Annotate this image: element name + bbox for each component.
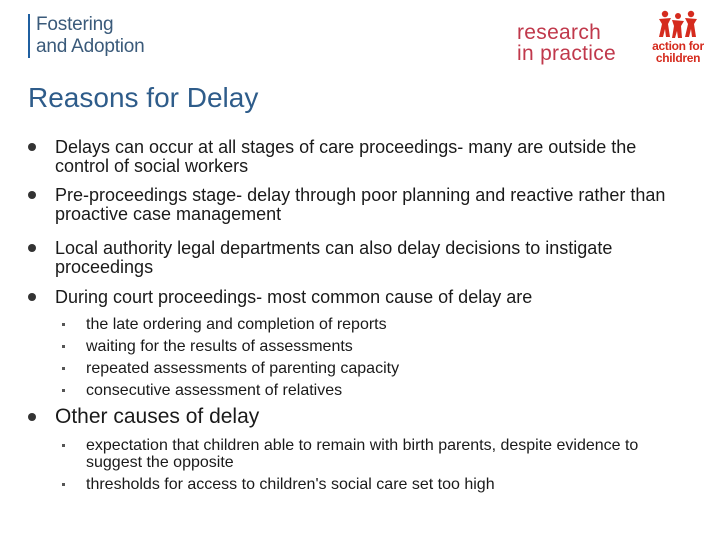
sub-bullet-text: thresholds for access to children's social care set too high xyxy=(86,476,495,493)
bullet-dot-icon xyxy=(28,244,36,252)
sub-bullet-dot-icon xyxy=(62,483,65,486)
bullet-item xyxy=(28,288,688,307)
rip-logo-line1: research xyxy=(517,21,602,44)
sub-bullet-dot-icon xyxy=(62,367,65,370)
rip-logo-line2: in practice xyxy=(517,42,617,65)
fostering-logo-line1: Fostering xyxy=(36,14,114,35)
bullet-item xyxy=(28,406,688,428)
bullet-dot-icon xyxy=(28,413,36,421)
bullet-dot-icon xyxy=(28,293,36,301)
bullet-dot-icon xyxy=(28,143,36,151)
afc-logo-line1: action for xyxy=(652,39,704,53)
sub-bullet-dot-icon xyxy=(62,389,65,392)
bullet-item xyxy=(28,138,688,176)
bullet-list xyxy=(28,138,688,493)
bullet-item xyxy=(28,239,688,277)
sub-bullet-dot-icon xyxy=(62,323,65,326)
research-in-practice-logo xyxy=(517,22,616,64)
sub-bullet-item xyxy=(28,382,688,399)
fostering-logo-line2: and Adoption xyxy=(36,36,145,57)
sub-bullet-item xyxy=(28,360,688,377)
sub-bullet-text: waiting for the results of assessments xyxy=(86,338,353,355)
bullet-text: During court proceedings- most common cause of delay are xyxy=(55,287,533,307)
sub-bullet-text: the late ordering and completion of reports xyxy=(86,316,387,333)
bullet-text: Local authority legal departments can also delay decisions to instigate proceedings xyxy=(55,238,613,277)
action-for-children-logo xyxy=(648,10,708,64)
sub-bullet-text: consecutive assessment of relatives xyxy=(86,382,343,399)
sub-bullet-dot-icon xyxy=(62,444,65,447)
sub-bullet-item xyxy=(28,476,688,493)
sub-bullet-dot-icon xyxy=(62,345,65,348)
bullet-text: Other causes of delay xyxy=(55,405,260,428)
bullet-dot-icon xyxy=(28,191,36,199)
bullet-text: Pre-proceedings stage- delay through poor planning and reactive rather than proactive case management xyxy=(55,185,666,224)
bullet-item xyxy=(28,186,688,224)
sub-bullet-item xyxy=(28,338,688,355)
page-title: Reasons for Delay xyxy=(28,82,259,113)
afc-logo-line2: children xyxy=(655,51,701,65)
fostering-adoption-logo xyxy=(28,14,145,58)
bullet-text: Delays can occur at all stages of care proceedings- many are outside the control of social workers xyxy=(55,137,637,176)
children-figures-icon xyxy=(656,10,700,40)
sub-bullet-item xyxy=(28,437,688,471)
sub-bullet-text: repeated assessments of parenting capacity xyxy=(86,360,400,377)
sub-bullet-item xyxy=(28,316,688,333)
sub-bullet-text: expectation that children able to remain with birth parents, despite evidence to suggest the opposite xyxy=(86,437,639,471)
